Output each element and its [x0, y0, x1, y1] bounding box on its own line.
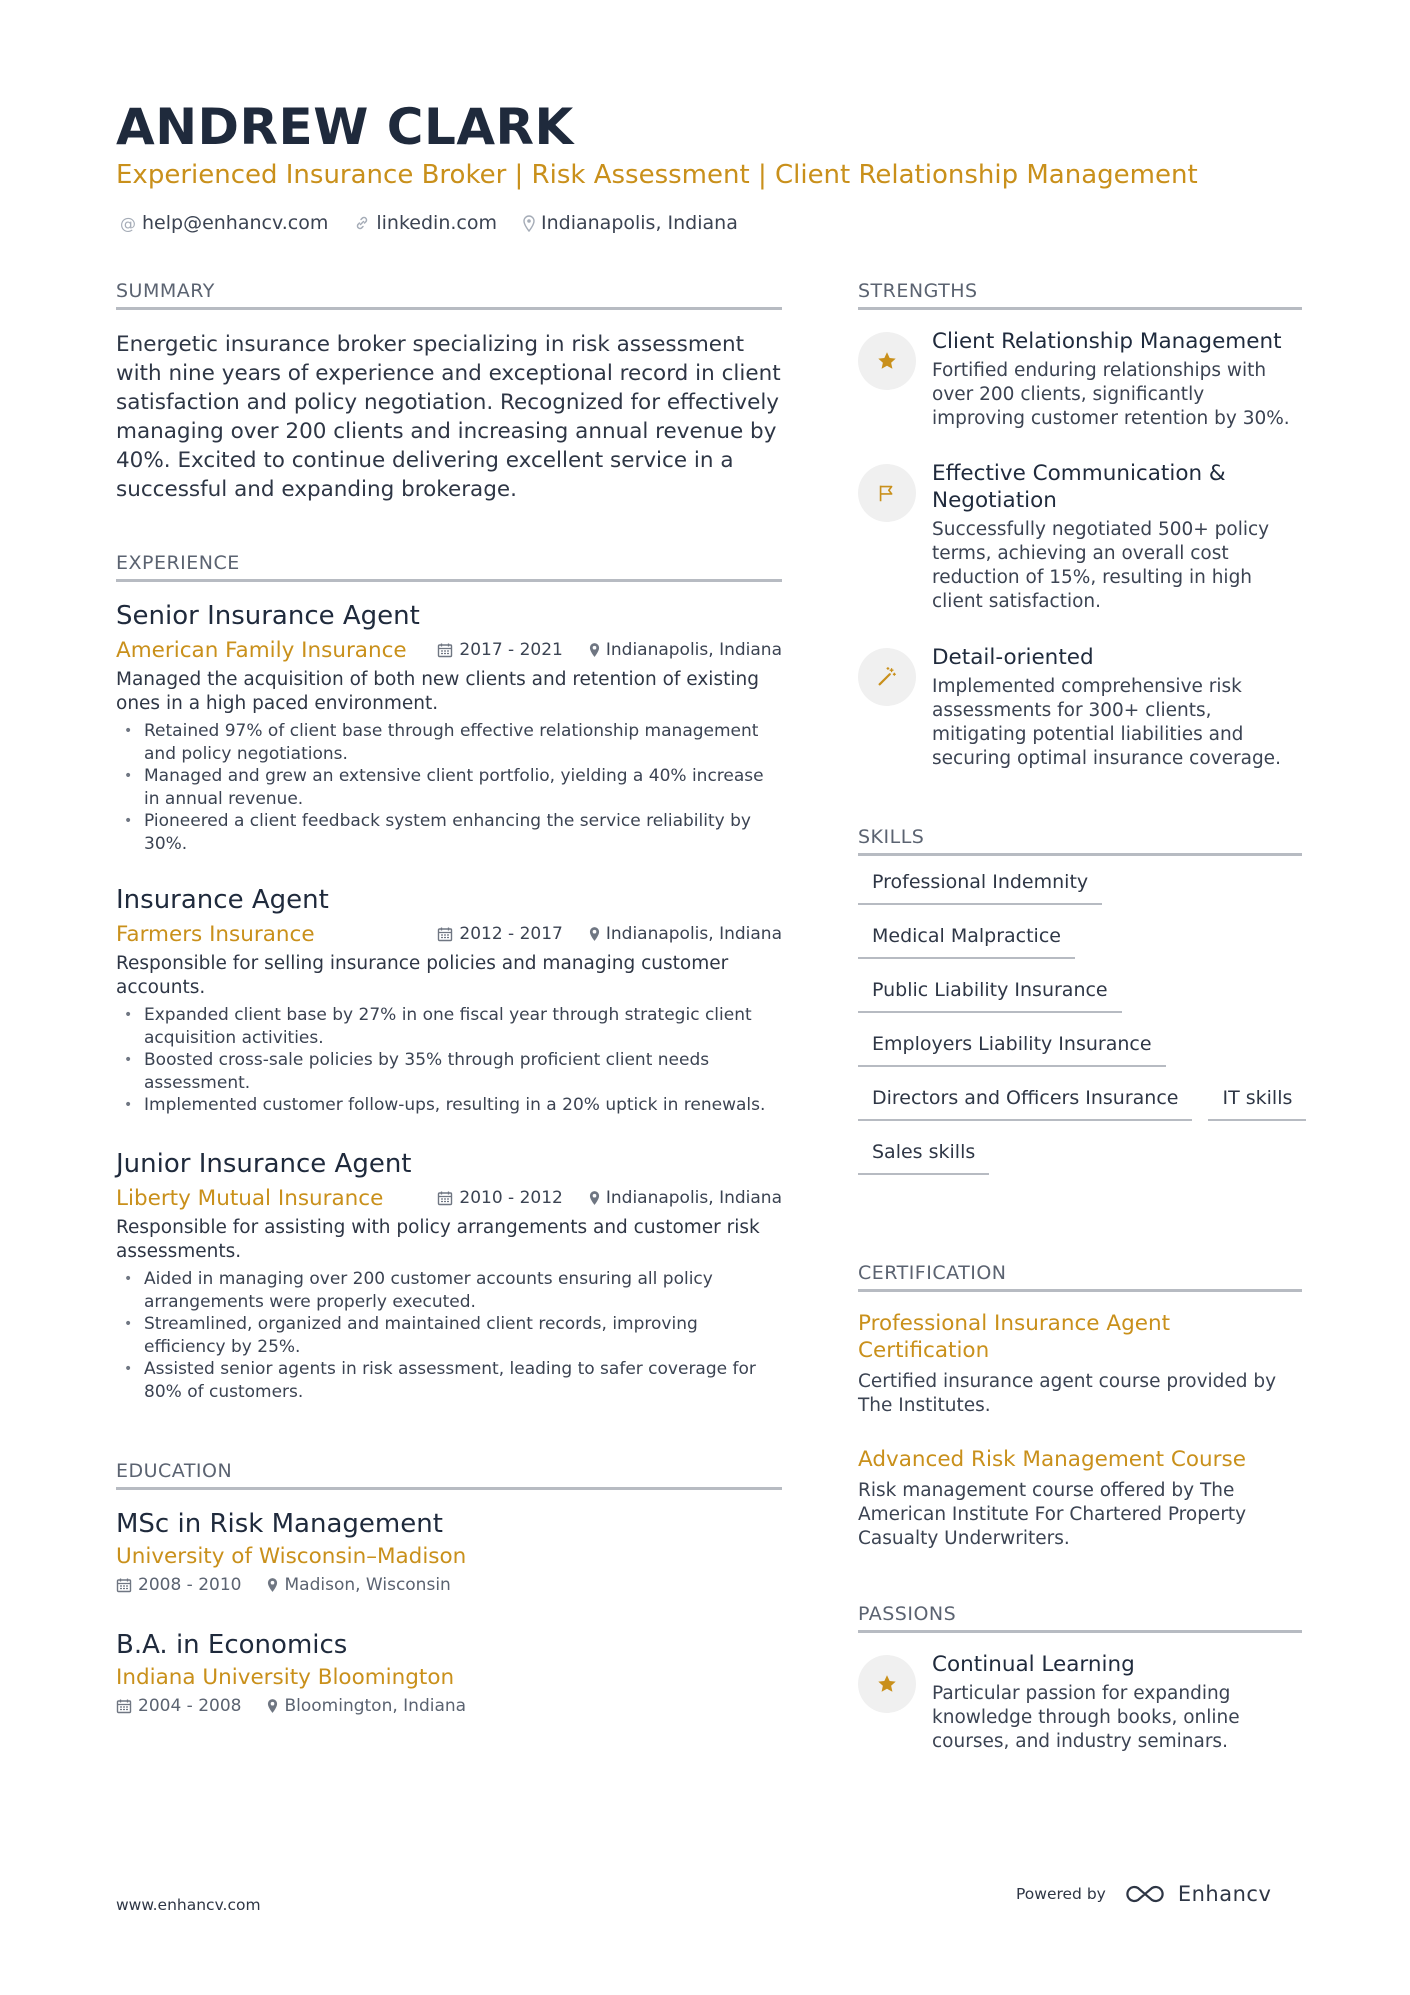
location-text: Indianapolis, Indiana: [541, 212, 738, 234]
certification-heading: CERTIFICATION: [858, 1262, 1302, 1292]
skill-tag: Employers Liability Insurance: [858, 1030, 1166, 1067]
link-icon: [354, 215, 370, 231]
strengths-heading: STRENGTHS: [858, 280, 1302, 310]
education-dates: [116, 1696, 241, 1716]
job-description: Managed the acquisition of both new clients and retention of existing ones in a high paced environment.: [116, 669, 759, 714]
education-item: [116, 1508, 782, 1595]
job-location: [589, 924, 782, 944]
strength-description: Successfully negotiated 500+ policy terms, achieving an overall cost reduction of 15%, resulting in high client satisfaction.: [932, 519, 1270, 612]
strength-item: [858, 460, 1302, 614]
skill-tag: IT skills: [1208, 1084, 1306, 1121]
job-dates: [437, 924, 562, 944]
certification-description: Certified insurance agent course provided by The Institutes.: [858, 1371, 1277, 1416]
skill-tag: Directors and Officers Insurance: [858, 1084, 1192, 1121]
contact-email[interactable]: [120, 212, 328, 234]
education-location-text: Madison, Wisconsin: [284, 1575, 451, 1595]
summary-text: Energetic insurance broker specializing in risk assessment with nine years of experience and exceptional record in client satisfaction and policy negotiation. Recognized for effectively managing over 200 clients and increasing annual revenue by 40%. Excited to continue delivering excellent service in a successful and expanding brokerage.: [116, 332, 781, 502]
job-bullet: • Pioneered a client feedback system enhancing the service reliability by 30%.: [116, 810, 782, 855]
experience-item: [116, 884, 782, 1117]
job-location-text: Indianapolis, Indiana: [605, 1188, 782, 1208]
job-bullet: • Boosted cross-sale policies by 35% through proficient client needs assessment.: [116, 1049, 782, 1094]
education-location: [267, 1696, 466, 1716]
enhancv-logo-icon: [1122, 1882, 1168, 1906]
location-pin-icon: [267, 1698, 278, 1714]
certification-title: Professional Insurance Agent Certification: [858, 1311, 1171, 1363]
job-dates: [437, 1188, 562, 1208]
education-heading: EDUCATION: [116, 1460, 782, 1490]
experience-heading: EXPERIENCE: [116, 552, 782, 582]
certification-item: [858, 1446, 1302, 1551]
star-icon: [858, 332, 916, 390]
calendar-icon: [437, 642, 453, 658]
education-dates: [116, 1575, 241, 1595]
job-bullets: [116, 1268, 782, 1403]
job-company: Liberty Mutual Insurance: [116, 1185, 384, 1211]
education-school: Indiana University Bloomington: [116, 1665, 455, 1690]
location-pin-icon: [523, 215, 535, 232]
strength-item: [858, 328, 1302, 431]
job-title: Junior Insurance Agent: [116, 1149, 412, 1179]
certification-description: Risk management course offered by The American Institute For Chartered Property Casualty Underwriters.: [858, 1480, 1247, 1549]
calendar-icon: [437, 926, 453, 942]
job-dates-text: 2017 - 2021: [459, 640, 563, 660]
star-icon: [858, 1655, 916, 1713]
location-pin-icon: [589, 642, 600, 658]
job-bullet: • Managed and grew an extensive client portfolio, yielding a 40% increase in annual revenue.: [116, 765, 782, 810]
strength-item: [858, 644, 1302, 771]
job-dates-text: 2010 - 2012: [459, 1188, 563, 1208]
linkedin-text: linkedin.com: [376, 212, 497, 234]
job-description: Responsible for assisting with policy arrangements and customer risk assessments.: [116, 1217, 760, 1262]
skill-tag: Public Liability Insurance: [858, 976, 1122, 1013]
certification-title: Advanced Risk Management Course: [858, 1447, 1246, 1472]
job-location-text: Indianapolis, Indiana: [605, 924, 782, 944]
strength-title: Effective Communication & Negotiation: [932, 461, 1226, 513]
job-description: Responsible for selling insurance policies and managing customer accounts.: [116, 953, 729, 998]
candidate-title: Experienced Insurance Broker | Risk Assessment | Client Relationship Management: [116, 160, 1198, 190]
experience-item: [116, 600, 782, 855]
contact-bar: [120, 212, 738, 234]
calendar-icon: [437, 1190, 453, 1206]
contact-linkedin[interactable]: [354, 212, 497, 234]
education-dates-text: 2004 - 2008: [138, 1696, 242, 1716]
location-pin-icon: [589, 926, 600, 942]
education-school: University of Wisconsin–Madison: [116, 1544, 467, 1569]
experience-item: [116, 1148, 782, 1403]
brand-logo[interactable]: [1122, 1882, 1272, 1906]
strength-description: Fortified enduring relationships with over 200 clients, significantly improving customer retention by 30%.: [932, 360, 1290, 429]
education-location-text: Bloomington, Indiana: [284, 1696, 467, 1716]
education-dates-text: 2008 - 2010: [138, 1575, 242, 1595]
brand-name: Enhancv: [1177, 1882, 1272, 1906]
skills-list: [858, 868, 1302, 1192]
job-location-text: Indianapolis, Indiana: [605, 640, 782, 660]
at-icon: @: [120, 213, 136, 233]
certification-item: [858, 1310, 1302, 1418]
calendar-icon: [116, 1698, 132, 1714]
strength-title: Detail-oriented: [932, 645, 1094, 670]
job-bullets: [116, 720, 782, 855]
education-item: [116, 1629, 782, 1716]
location-pin-icon: [267, 1577, 278, 1593]
job-location: [589, 640, 782, 660]
job-title: Insurance Agent: [116, 885, 329, 915]
job-company: Farmers Insurance: [116, 921, 315, 947]
passion-item: [858, 1651, 1302, 1754]
passion-description: Particular passion for expanding knowledge through books, online courses, and industry seminars.: [932, 1683, 1240, 1752]
job-bullet: • Implemented customer follow-ups, resulting in a 20% uptick in renewals.: [116, 1094, 782, 1117]
email-text: help@enhancv.com: [142, 212, 329, 234]
job-company: American Family Insurance: [116, 637, 407, 663]
job-dates-text: 2012 - 2017: [459, 924, 563, 944]
footer-branding: [1016, 1882, 1271, 1906]
education-degree: MSc in Risk Management: [116, 1509, 443, 1539]
candidate-name: ANDREW CLARK: [116, 98, 574, 156]
skill-tag: Medical Malpractice: [858, 922, 1075, 959]
calendar-icon: [116, 1577, 132, 1593]
job-bullet: • Expanded client base by 27% in one fiscal year through strategic client acquisition activities.: [116, 1004, 782, 1049]
job-bullet: • Retained 97% of client base through effective relationship management and policy negotiations.: [116, 720, 782, 765]
education-location: [267, 1575, 450, 1595]
contact-location: [523, 212, 738, 234]
skills-heading: SKILLS: [858, 826, 1302, 856]
job-bullets: [116, 1004, 782, 1117]
strength-title: Client Relationship Management: [932, 329, 1282, 354]
summary-heading: SUMMARY: [116, 280, 782, 310]
passion-title: Continual Learning: [932, 1652, 1135, 1677]
skill-tag: Sales skills: [858, 1138, 989, 1175]
job-dates: [437, 640, 562, 660]
job-bullet: • Aided in managing over 200 customer accounts ensuring all policy arrangements were properly executed.: [116, 1268, 782, 1313]
job-bullet: • Assisted senior agents in risk assessment, leading to safer coverage for 80% of customers.: [116, 1358, 782, 1403]
passions-heading: PASSIONS: [858, 1603, 1302, 1633]
job-location: [589, 1188, 782, 1208]
location-pin-icon: [589, 1190, 600, 1206]
job-title: Senior Insurance Agent: [116, 601, 420, 631]
powered-by-text: Powered by: [1016, 1885, 1106, 1903]
job-bullet: • Streamlined, organized and maintained client records, improving efficiency by 25%.: [116, 1313, 782, 1358]
magic-wand-icon: [858, 648, 916, 706]
flag-icon: [858, 464, 916, 522]
education-degree: B.A. in Economics: [116, 1630, 348, 1660]
strength-description: Implemented comprehensive risk assessments for 300+ clients, mitigating potential liabilities and securing optimal insurance coverage.: [932, 676, 1281, 769]
footer-website[interactable]: www.enhancv.com: [116, 1896, 261, 1914]
skill-tag: Professional Indemnity: [858, 868, 1102, 905]
